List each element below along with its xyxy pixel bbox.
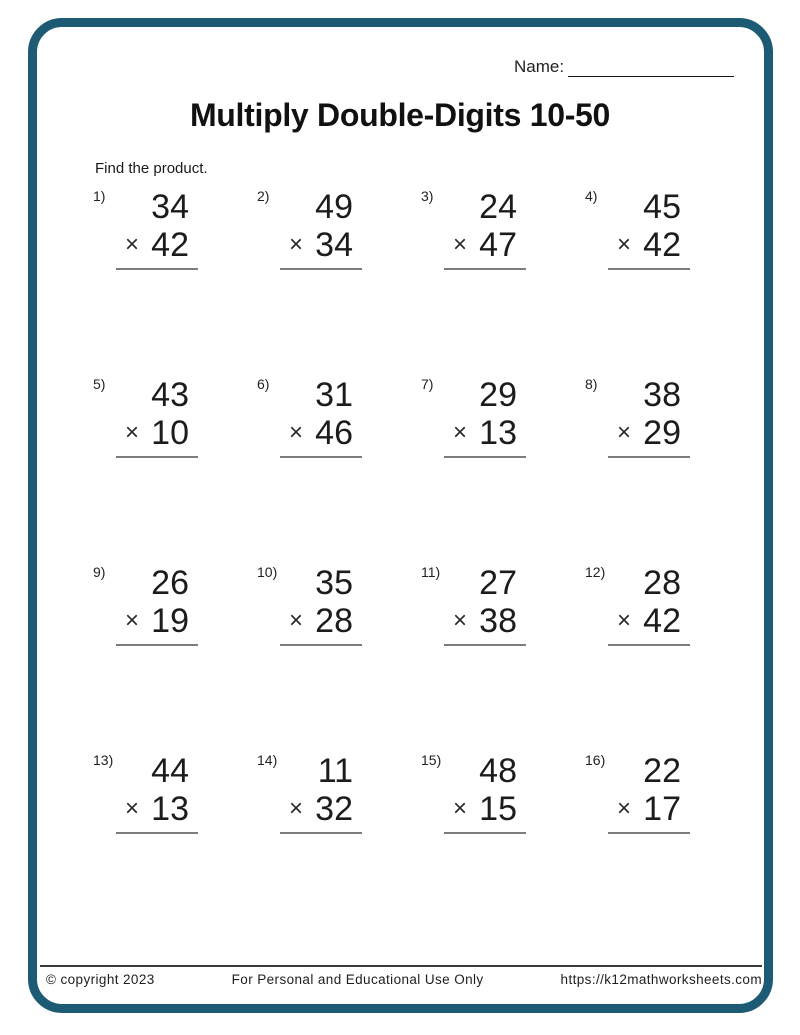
name-label: Name: <box>514 57 565 76</box>
multiply-sign-icon: × <box>453 419 468 446</box>
multiplication-problem <box>92 562 256 750</box>
multiplicand: 11 <box>317 752 353 790</box>
multiply-sign-icon: × <box>289 419 304 446</box>
footer-url: https://k12mathworksheets.com <box>560 972 762 987</box>
multiply-sign-icon: × <box>125 231 140 258</box>
multiplier: 13 <box>479 414 517 452</box>
multiplier-row <box>280 602 362 640</box>
answer-line <box>280 456 362 458</box>
multiplication-problem <box>256 562 420 750</box>
multiplier: 46 <box>315 414 353 452</box>
multiplication-problem <box>584 374 748 562</box>
answer-line <box>280 268 362 270</box>
multiplier: 47 <box>479 226 517 264</box>
multiply-sign-icon: × <box>125 607 140 634</box>
answer-line <box>116 644 198 646</box>
multiplier-row <box>280 414 362 452</box>
name-blank-line <box>568 57 734 77</box>
problem-number: 8) <box>585 376 598 392</box>
multiplier: 42 <box>643 602 681 640</box>
multiply-sign-icon: × <box>617 795 632 822</box>
problem-work <box>608 374 690 458</box>
multiplicand: 31 <box>315 376 353 414</box>
multiplicand: 27 <box>479 564 517 602</box>
multiplication-problem <box>420 186 584 374</box>
multiply-sign-icon: × <box>125 795 140 822</box>
problem-number: 10) <box>257 564 278 580</box>
multiplicand: 48 <box>479 752 517 790</box>
multiplication-problem <box>92 750 256 938</box>
footer-usage: For Personal and Educational Use Only <box>231 972 484 987</box>
multiplicand: 35 <box>315 564 353 602</box>
multiplicand: 22 <box>643 752 681 790</box>
multiplier: 15 <box>479 790 517 828</box>
multiply-sign-icon: × <box>289 231 304 258</box>
multiplicand: 24 <box>479 188 517 226</box>
multiply-sign-icon: × <box>289 795 304 822</box>
multiplicand: 45 <box>643 188 681 226</box>
problem-number: 5) <box>93 376 106 392</box>
multiplier: 42 <box>151 226 189 264</box>
problem-number: 7) <box>421 376 434 392</box>
multiplier-row <box>444 226 526 264</box>
problem-work <box>608 186 690 270</box>
multiply-sign-icon: × <box>617 607 632 634</box>
multiplier-row <box>280 790 362 828</box>
answer-line <box>608 644 690 646</box>
multiplication-problem <box>256 750 420 938</box>
multiply-sign-icon: × <box>453 607 468 634</box>
multiplier: 28 <box>315 602 353 640</box>
problem-work <box>444 562 526 646</box>
multiplication-problem <box>420 750 584 938</box>
problem-work <box>280 562 362 646</box>
multiplier-row <box>116 226 198 264</box>
multiplier: 38 <box>479 602 517 640</box>
multiplier: 29 <box>643 414 681 452</box>
answer-line <box>116 832 198 834</box>
answer-line <box>444 268 526 270</box>
multiplier-row <box>116 790 198 828</box>
problem-work <box>116 562 198 646</box>
multiplication-problem <box>584 186 748 374</box>
problem-work <box>280 750 362 834</box>
multiply-sign-icon: × <box>453 231 468 258</box>
instruction-text: Find the product. <box>95 160 208 177</box>
problem-work <box>116 374 198 458</box>
multiplier: 17 <box>643 790 681 828</box>
footer <box>46 972 762 987</box>
multiplicand: 26 <box>151 564 189 602</box>
multiply-sign-icon: × <box>289 607 304 634</box>
multiplication-problem <box>584 750 748 938</box>
multiplier-row <box>608 790 690 828</box>
problem-work <box>280 186 362 270</box>
multiplication-problem <box>420 374 584 562</box>
multiplication-problem <box>256 186 420 374</box>
multiplication-problem <box>420 562 584 750</box>
multiplier-row <box>444 790 526 828</box>
multiplier-row <box>116 414 198 452</box>
multiply-sign-icon: × <box>617 231 632 258</box>
multiplicand: 49 <box>315 188 353 226</box>
problem-number: 14) <box>257 752 278 768</box>
problem-work <box>608 750 690 834</box>
answer-line <box>608 456 690 458</box>
problem-number: 15) <box>421 752 442 768</box>
multiplicand: 34 <box>151 188 189 226</box>
multiplication-problem <box>256 374 420 562</box>
problem-number: 4) <box>585 188 598 204</box>
answer-line <box>444 456 526 458</box>
multiplier: 13 <box>151 790 189 828</box>
answer-line <box>608 268 690 270</box>
multiplication-problem <box>92 374 256 562</box>
multiplier: 42 <box>643 226 681 264</box>
multiplicand: 29 <box>479 376 517 414</box>
problem-work <box>116 186 198 270</box>
answer-line <box>444 644 526 646</box>
multiply-sign-icon: × <box>125 419 140 446</box>
problem-number: 13) <box>93 752 114 768</box>
problem-number: 9) <box>93 564 106 580</box>
multiplier-row <box>444 602 526 640</box>
footer-divider <box>40 965 762 967</box>
problem-work <box>280 374 362 458</box>
problem-work <box>116 750 198 834</box>
page-title: Multiply Double-Digits 10-50 <box>189 97 611 133</box>
answer-line <box>280 832 362 834</box>
problems-grid <box>92 186 748 938</box>
multiplier: 10 <box>151 414 189 452</box>
multiplier-row <box>608 414 690 452</box>
multiplier-row <box>444 414 526 452</box>
multiply-sign-icon: × <box>453 795 468 822</box>
problem-work <box>608 562 690 646</box>
problem-number: 3) <box>421 188 434 204</box>
problem-work <box>444 186 526 270</box>
answer-line <box>608 832 690 834</box>
multiply-sign-icon: × <box>617 419 632 446</box>
problem-number: 12) <box>585 564 606 580</box>
problem-work <box>444 750 526 834</box>
problem-number: 1) <box>93 188 106 204</box>
multiplicand: 28 <box>643 564 681 602</box>
answer-line <box>280 644 362 646</box>
problem-number: 2) <box>257 188 270 204</box>
multiplier: 19 <box>151 602 189 640</box>
problem-number: 11) <box>421 564 441 580</box>
problem-work <box>444 374 526 458</box>
answer-line <box>444 832 526 834</box>
multiplicand: 38 <box>643 376 681 414</box>
multiplier-row <box>608 226 690 264</box>
footer-copyright: © copyright 2023 <box>46 972 155 987</box>
multiplier-row <box>116 602 198 640</box>
name-row <box>514 57 734 77</box>
multiplication-problem <box>584 562 748 750</box>
multiplicand: 44 <box>151 752 189 790</box>
multiplication-problem <box>92 186 256 374</box>
answer-line <box>116 268 198 270</box>
multiplier-row <box>280 226 362 264</box>
multiplier-row <box>608 602 690 640</box>
problem-number: 6) <box>257 376 270 392</box>
answer-line <box>116 456 198 458</box>
multiplier: 34 <box>315 226 353 264</box>
problem-number: 16) <box>585 752 606 768</box>
multiplicand: 43 <box>151 376 189 414</box>
multiplier: 32 <box>315 790 353 828</box>
